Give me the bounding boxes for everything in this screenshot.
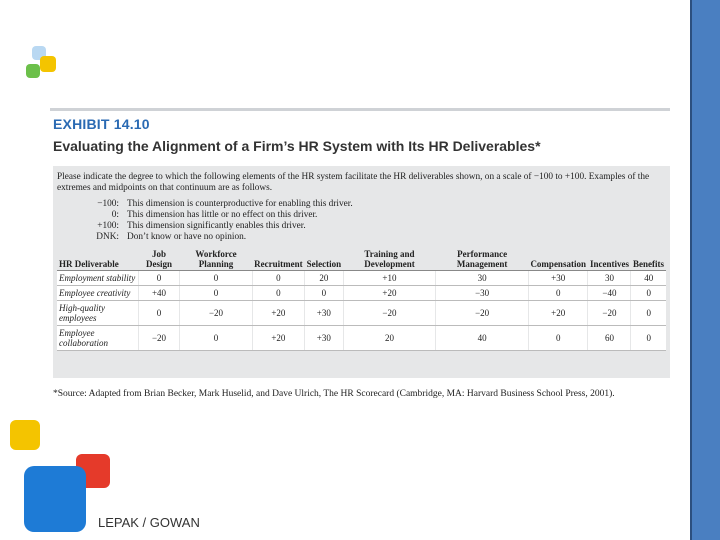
table-cell: 0 (631, 301, 666, 326)
table-cell: Employment stability (57, 271, 138, 286)
table-cell: +10 (343, 271, 436, 286)
footer-authors: LEPAK / GOWAN (98, 515, 200, 530)
table-cell: 30 (436, 271, 529, 286)
table-cell: 0 (180, 326, 252, 351)
exhibit-panel (53, 166, 670, 378)
table-cell: +30 (305, 326, 344, 351)
table-cell: High-quality employees (57, 301, 138, 326)
table-cell: 20 (343, 326, 436, 351)
column-header: Training and Development (343, 249, 436, 271)
scale-desc: This dimension has little or no effect on this driver. (127, 210, 318, 220)
column-header: Selection (305, 249, 344, 271)
column-header: Workforce Planning (180, 249, 252, 271)
instructions: Please indicate the degree to which the following elements of the HR system facilitate the HR deliverables shown, on a scale of −100 to +100. Examples of the extremes and midpoints on that continuum are as follows. (57, 172, 650, 193)
scale-desc: This dimension significantly enables this driver. (127, 221, 306, 231)
table-cell: Employee creativity (57, 286, 138, 301)
exhibit-title: Evaluating the Alignment of a Firm’s HR System with Its HR Deliverables* (53, 138, 541, 154)
table-cell: 0 (528, 326, 588, 351)
column-header: Benefits (631, 249, 666, 271)
source-note: *Source: Adapted from Brian Becker, Mark Huselid, and Dave Ulrich, The HR Scorecard (Cambridge, MA: Harvard Business School Press, 2001). (53, 389, 615, 399)
exhibit-label: EXHIBIT 14.10 (53, 116, 150, 132)
table-row (57, 301, 666, 326)
column-header: Job Design (138, 249, 180, 271)
table-cell: 0 (180, 286, 252, 301)
table-cell: +40 (138, 286, 180, 301)
scale-key: DNK: (96, 232, 119, 242)
scale-key: 0: (111, 210, 119, 220)
table-cell: +30 (528, 271, 588, 286)
table-cell: −20 (343, 301, 436, 326)
table-cell: 0 (138, 271, 180, 286)
table-row (57, 271, 666, 286)
decor-square-green (26, 64, 40, 78)
right-sidebar-bar (690, 0, 720, 540)
scale-desc: Don’t know or have no opinion. (127, 232, 247, 242)
alignment-table (57, 249, 666, 351)
table-row (57, 326, 666, 351)
table-cell: −20 (436, 301, 529, 326)
decor-square-blue (24, 466, 86, 532)
table-cell: 20 (305, 271, 344, 286)
scale-key: −100: (97, 199, 119, 209)
table-cell: +30 (305, 301, 344, 326)
table-cell: 60 (588, 326, 631, 351)
table-cell: 0 (252, 271, 304, 286)
column-header: HR Deliverable (57, 249, 138, 271)
column-header: Performance Management (436, 249, 529, 271)
table-cell: −20 (180, 301, 252, 326)
scale-legend (57, 199, 666, 243)
table-cell: 0 (631, 326, 666, 351)
table-cell: 0 (305, 286, 344, 301)
table-cell: +20 (252, 326, 304, 351)
decor-square-yellow-bottom (10, 420, 40, 450)
table-cell: 0 (180, 271, 252, 286)
decor-square-yellow (40, 56, 56, 72)
column-header: Recruitment (252, 249, 304, 271)
table-cell: −20 (138, 326, 180, 351)
table-cell: −20 (588, 301, 631, 326)
scale-key: +100: (97, 221, 119, 231)
table-cell: −30 (436, 286, 529, 301)
table-cell: 40 (436, 326, 529, 351)
column-header: Compensation (528, 249, 588, 271)
table-cell: 0 (528, 286, 588, 301)
table-cell: −40 (588, 286, 631, 301)
table-cell: +20 (252, 301, 304, 326)
column-header: Incentives (588, 249, 631, 271)
title-rule (50, 108, 670, 111)
table-cell: 0 (252, 286, 304, 301)
table-cell: +20 (528, 301, 588, 326)
table-cell: +20 (343, 286, 436, 301)
table-header-row (57, 249, 666, 271)
table-cell: Employee collaboration (57, 326, 138, 351)
table-cell: 30 (588, 271, 631, 286)
table-row (57, 286, 666, 301)
table-cell: 0 (631, 286, 666, 301)
table-cell: 40 (631, 271, 666, 286)
table-cell: 0 (138, 301, 180, 326)
scale-desc: This dimension is counterproductive for enabling this driver. (127, 199, 353, 209)
